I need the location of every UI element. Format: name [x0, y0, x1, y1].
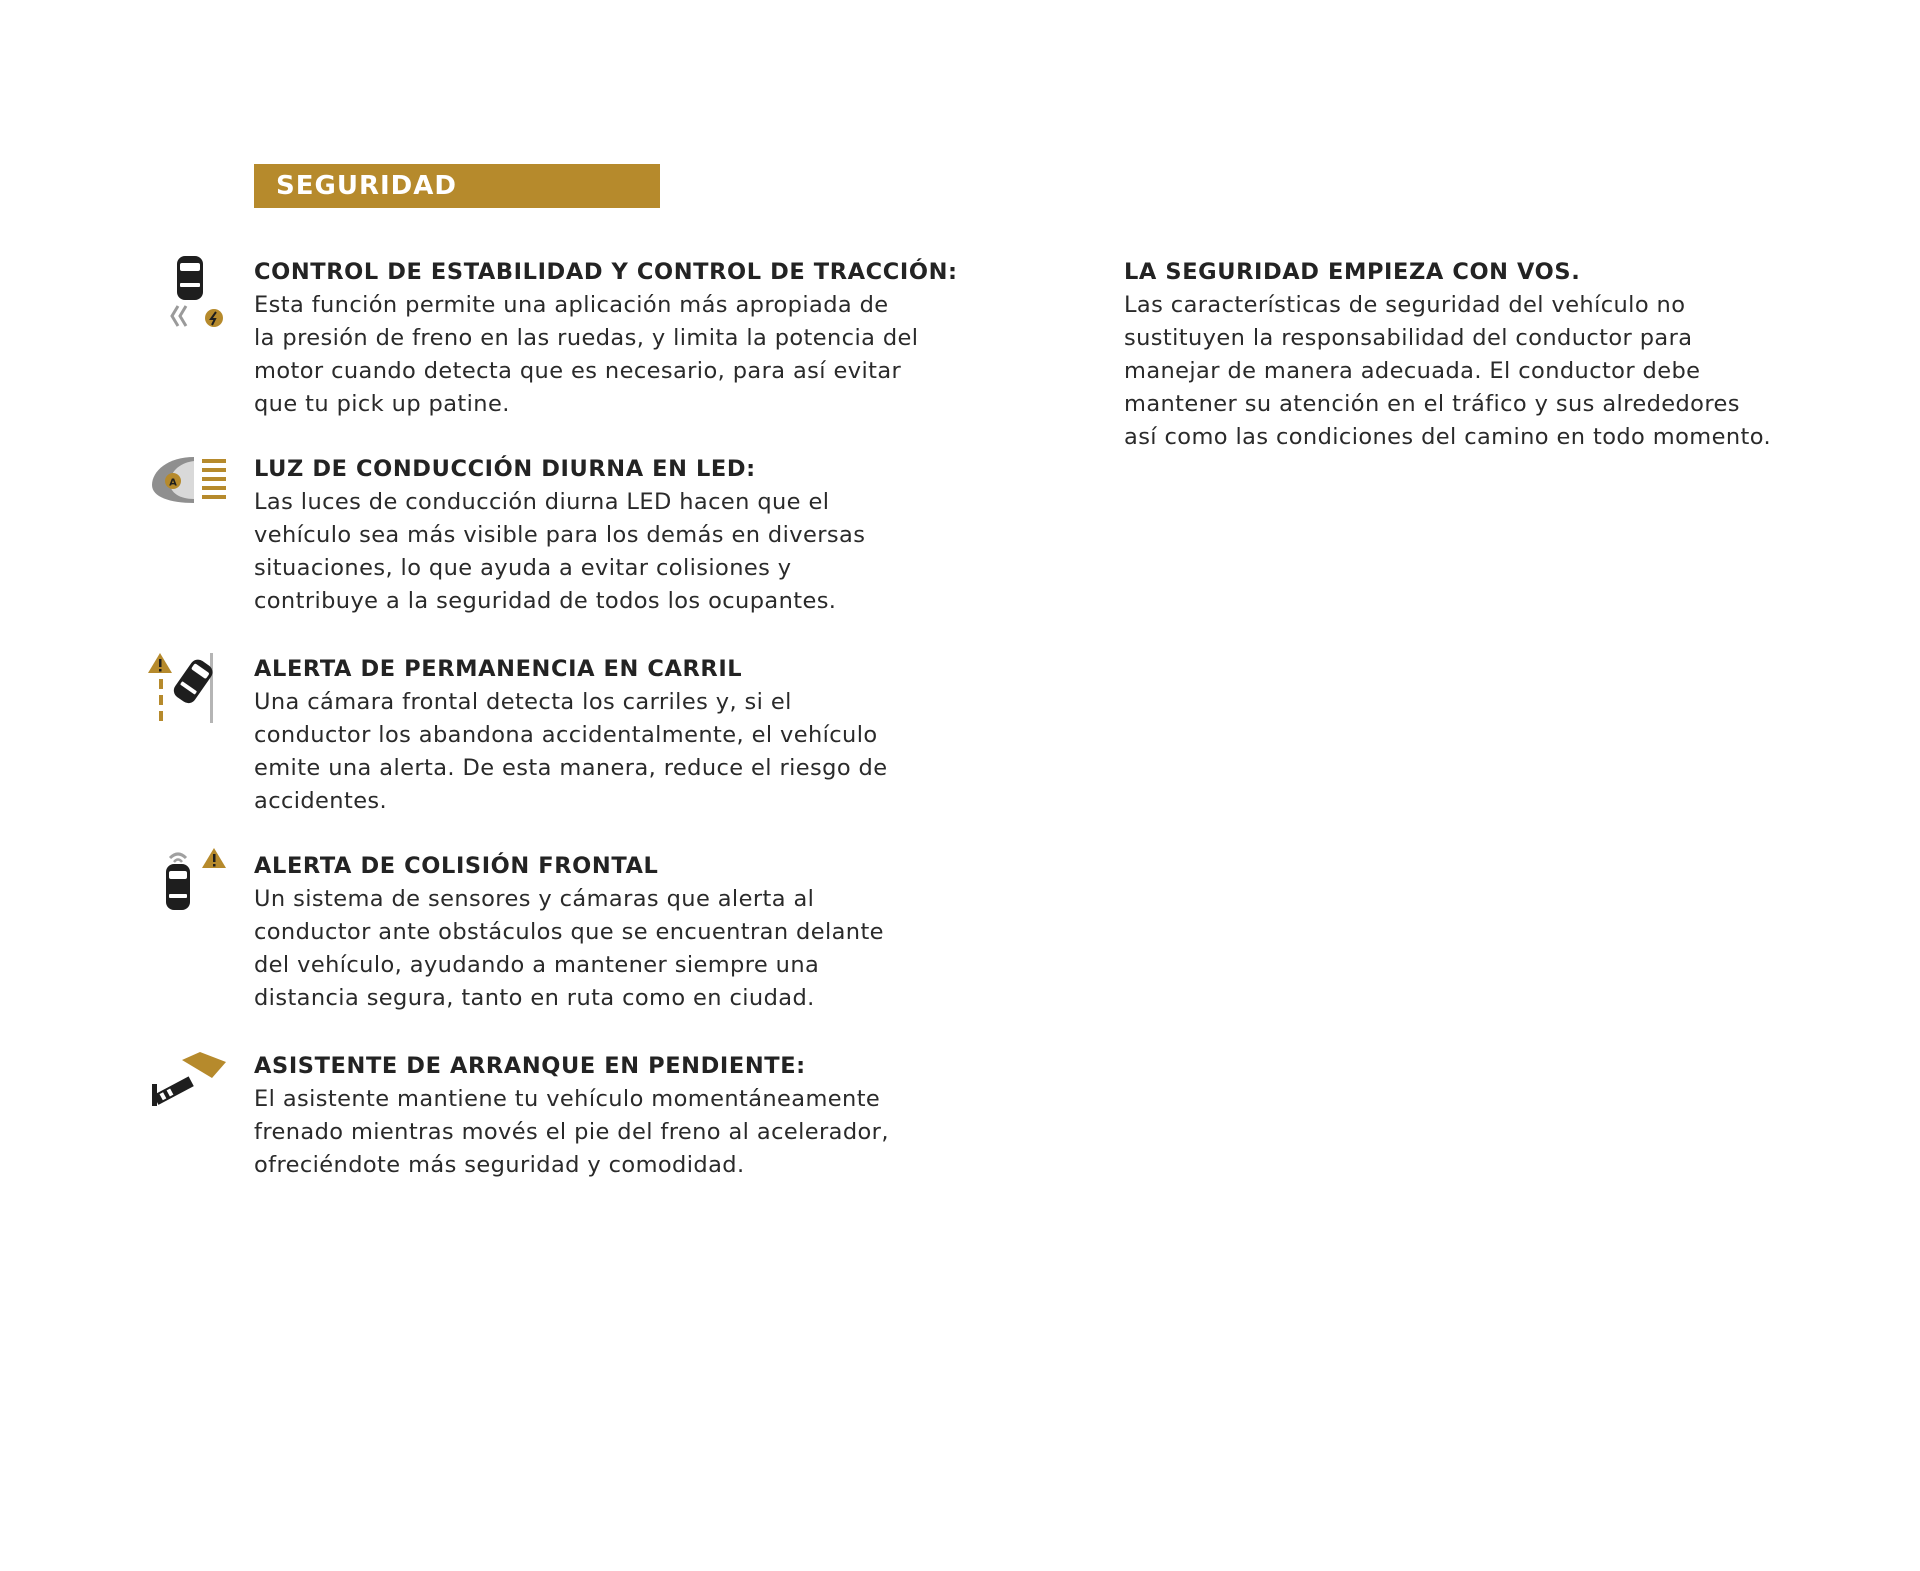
description-line: conductor ante obstáculos que se encuentran delante	[254, 919, 884, 945]
description-line: emite una alerta. De esta manera, reduce el riesgo de	[254, 755, 888, 781]
description-line: Esta función permite una aplicación más apropiada de	[254, 292, 889, 318]
feature-description	[254, 1083, 934, 1182]
feature-title: CONTROL DE ESTABILIDAD Y CONTROL DE TRACCIÓN:	[254, 259, 958, 285]
feature-title: ASISTENTE DE ARRANQUE EN PENDIENTE:	[254, 1053, 806, 1079]
description-line: vehículo sea más visible para los demás en diversas	[254, 522, 866, 548]
forward-collision-icon	[148, 844, 228, 924]
description-line: que tu pick up patine.	[254, 391, 510, 417]
section-header	[254, 164, 660, 208]
description-line: Un sistema de sensores y cámaras que alerta al	[254, 886, 815, 912]
hill-start-assist-icon	[148, 1044, 228, 1124]
description-line: conductor los abandona accidentalmente, el vehículo	[254, 722, 878, 748]
description-line: Las características de seguridad del vehículo no	[1124, 292, 1686, 318]
description-line: motor cuando detecta que es necesario, para así evitar	[254, 358, 902, 384]
daytime-running-light-icon	[148, 447, 228, 527]
description-line: Las luces de conducción diurna LED hacen que el	[254, 489, 830, 515]
feature-title: LUZ DE CONDUCCIÓN DIURNA EN LED:	[254, 456, 756, 482]
safety-note-body	[1124, 289, 1824, 454]
feature-description	[254, 486, 934, 618]
section-title: SEGURIDAD	[276, 171, 457, 201]
feature-description	[254, 883, 934, 1015]
description-line: frenado mientras movés el pie del freno al acelerador,	[254, 1119, 889, 1145]
description-line: sustituyen la responsabilidad del conductor para	[1124, 325, 1693, 351]
lane-departure-icon	[148, 647, 228, 727]
description-line: manejar de manera adecuada. El conductor debe	[1124, 358, 1701, 384]
safety-note-title: LA SEGURIDAD EMPIEZA CON VOS.	[1124, 259, 1581, 285]
feature-title: ALERTA DE PERMANENCIA EN CARRIL	[254, 656, 743, 682]
description-line: Una cámara frontal detecta los carriles y, si el	[254, 689, 792, 715]
description-line: así como las condiciones del camino en todo momento.	[1124, 424, 1772, 450]
description-line: ofreciéndote más seguridad y comodidad.	[254, 1152, 745, 1178]
description-line: mantener su atención en el tráfico y sus alrededores	[1124, 391, 1740, 417]
description-line: El asistente mantiene tu vehículo momentáneamente	[254, 1086, 881, 1112]
safety-note	[1124, 256, 1824, 454]
feature-description	[254, 289, 934, 421]
description-line: contribuye a la seguridad de todos los ocupantes.	[254, 588, 837, 614]
feature-title: ALERTA DE COLISIÓN FRONTAL	[254, 853, 659, 879]
description-line: la presión de freno en las ruedas, y limita la potencia del	[254, 325, 919, 351]
stability-control-icon	[148, 250, 228, 330]
svg-text:A: A	[169, 477, 177, 489]
description-line: situaciones, lo que ayuda a evitar colisiones y	[254, 555, 792, 581]
description-line: distancia segura, tanto en ruta como en ciudad.	[254, 985, 815, 1011]
description-line: del vehículo, ayudando a mantener siempre una	[254, 952, 820, 978]
feature-description	[254, 686, 934, 818]
description-line: accidentes.	[254, 788, 388, 814]
